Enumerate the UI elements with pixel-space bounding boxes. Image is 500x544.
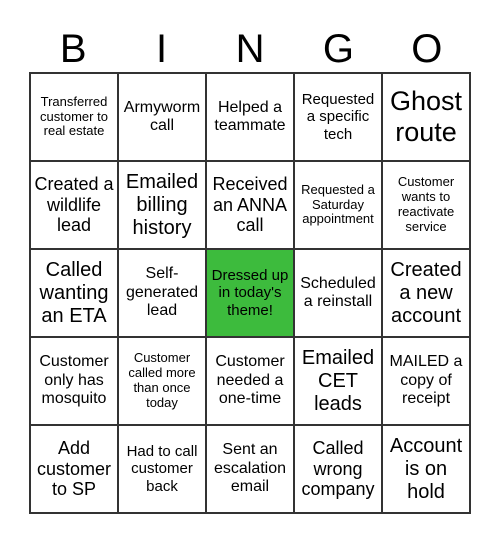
bingo-cell[interactable]: Customer wants to reactivate service [382,161,470,249]
bingo-cell[interactable]: Called wanting an ETA [30,249,118,337]
bingo-card [29,72,471,514]
bingo-cell[interactable]: Customer needed a one-time [206,337,294,425]
bingo-header [29,26,471,72]
bingo-cell[interactable]: Requested a Saturday appointment [294,161,382,249]
bingo-cell[interactable]: MAILED a copy of receipt [382,337,470,425]
header-letter-g: G [322,27,354,71]
bingo-cell[interactable]: Customer only has mosquito [30,337,118,425]
bingo-cell[interactable]: Self-generated lead [118,249,206,337]
free-space-cell[interactable]: Dressed up in today's theme! [206,249,294,337]
bingo-cell[interactable]: Account is on hold [382,425,470,513]
header-letter-o: O [411,27,443,71]
bingo-cell[interactable]: Add customer to SP [30,425,118,513]
bingo-cell[interactable]: Transferred customer to real estate [30,73,118,161]
header-letter-i: I [156,27,168,71]
bingo-cell[interactable]: Emailed billing history [118,161,206,249]
bingo-cell[interactable]: Customer called more than once today [118,337,206,425]
bingo-cell[interactable]: Emailed CET leads [294,337,382,425]
bingo-cell[interactable]: Had to call customer back [118,425,206,513]
bingo-cell[interactable]: Sent an escalation email [206,425,294,513]
bingo-cell[interactable]: Received an ANNA call [206,161,294,249]
bingo-cell[interactable]: Requested a specific tech [294,73,382,161]
header-letter-n: N [235,27,265,71]
header-letter-b: B [59,27,87,71]
bingo-cell[interactable]: Created a wildlife lead [30,161,118,249]
bingo-cell[interactable]: Created a new account [382,249,470,337]
bingo-cell[interactable]: Scheduled a reinstall [294,249,382,337]
bingo-cell[interactable]: Ghost route [382,73,470,161]
bingo-cell[interactable]: Called wrong company [294,425,382,513]
bingo-cell[interactable]: Helped a teammate [206,73,294,161]
bingo-cell[interactable]: Armyworm call [118,73,206,161]
